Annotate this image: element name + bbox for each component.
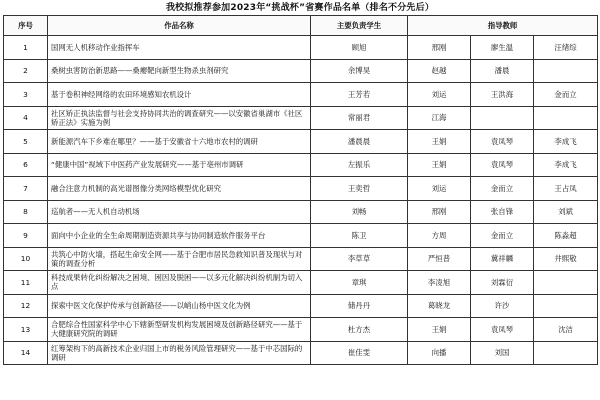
- teacher-cell: 袁凤琴: [471, 130, 534, 154]
- teacher-cell: 沈洁: [534, 318, 598, 342]
- work-cell: 面向中小企业的全生命周期制造资源共享与协同制造软件服务平台: [48, 224, 311, 248]
- work-cell: 合肥综合性国家科学中心下辖新型研发机构发展困境及创新路径研究——基于大健康研究院的调研: [48, 318, 311, 342]
- work-cell: 融合注意力机制的高光谱图像分类网络模型优化研究: [48, 177, 311, 201]
- student-cell: 章琪: [311, 271, 408, 295]
- seq-cell: 7: [4, 177, 48, 201]
- teacher-cell: 王娟: [408, 153, 471, 177]
- teacher-cell: 王洪海: [471, 83, 534, 107]
- work-cell: 探索中医文化保护传承与创新路径——以峭山杨中医文化为例: [48, 294, 311, 318]
- student-cell: 陈卫: [311, 224, 408, 248]
- teacher-cell: 王娟: [408, 130, 471, 154]
- seq-cell: 14: [4, 341, 48, 365]
- work-cell: 巡航者——无人机自动机场: [48, 200, 311, 224]
- work-cell: 社区矫正执法监督与社会支持协同共治的调查研究——以安徽省巢湖市《社区矫正法》实施为例: [48, 106, 311, 130]
- table-header-row: [4, 16, 598, 36]
- header-seq: 序号: [4, 16, 48, 36]
- student-cell: 潘晨晨: [311, 130, 408, 154]
- student-cell: 顾旭: [311, 36, 408, 60]
- teacher-cell: 金而立: [471, 177, 534, 201]
- teacher-cell: 金而立: [534, 83, 598, 107]
- table-row: [4, 177, 598, 201]
- header-student: 主要负责学生: [311, 16, 408, 36]
- teacher-cell: 刘运: [408, 83, 471, 107]
- work-cell: 红筹架构下的高新技术企业归国上市的税务风险管理研究——基于中芯国际的调研: [48, 341, 311, 365]
- seq-cell: 10: [4, 247, 48, 271]
- seq-cell: 1: [4, 36, 48, 60]
- work-cell: 基于卷积神经网络的农田环境感知农机设计: [48, 83, 311, 107]
- table-row: [4, 59, 598, 83]
- student-cell: 余博昊: [311, 59, 408, 83]
- teacher-cell: 严恒普: [408, 247, 471, 271]
- teacher-cell: 邢刚: [408, 36, 471, 60]
- student-cell: 王芳若: [311, 83, 408, 107]
- teacher-cell: 袁凤琴: [471, 153, 534, 177]
- teacher-cell: 金而立: [471, 224, 534, 248]
- student-cell: 李草草: [311, 247, 408, 271]
- table-row: [4, 200, 598, 224]
- teacher-cell: 许沙: [471, 294, 534, 318]
- seq-cell: 13: [4, 318, 48, 342]
- seq-cell: 11: [4, 271, 48, 295]
- teacher-cell: 陈淼超: [534, 224, 598, 248]
- teacher-cell: [534, 271, 598, 295]
- teacher-cell: 江海: [408, 106, 471, 130]
- student-cell: 左振乐: [311, 153, 408, 177]
- teacher-cell: 刘霖衍: [471, 271, 534, 295]
- seq-cell: 9: [4, 224, 48, 248]
- seq-cell: 5: [4, 130, 48, 154]
- teacher-cell: 张自锋: [471, 200, 534, 224]
- teacher-cell: [534, 106, 598, 130]
- teacher-cell: 汪绪综: [534, 36, 598, 60]
- teacher-cell: 王占凤: [534, 177, 598, 201]
- seq-cell: 4: [4, 106, 48, 130]
- table-row: [4, 106, 598, 130]
- teacher-cell: 井熙敬: [534, 247, 598, 271]
- table-row: [4, 130, 598, 154]
- work-cell: “健康中国”视域下中医药产业发展研究——基于亳州市调研: [48, 153, 311, 177]
- seq-cell: 2: [4, 59, 48, 83]
- teacher-cell: 向播: [408, 341, 471, 365]
- teacher-cell: [471, 106, 534, 130]
- work-cell: 桑树虫害防治新思路——桑瘿靶向新型生物杀虫剂研究: [48, 59, 311, 83]
- teacher-cell: 邢刚: [408, 200, 471, 224]
- work-cell: 新能源汽车下乡难在哪里？——基于安徽省十六地市农村的调研: [48, 130, 311, 154]
- teacher-cell: 李成飞: [534, 153, 598, 177]
- teacher-cell: 王娟: [408, 318, 471, 342]
- teacher-cell: 刘斌: [534, 200, 598, 224]
- teacher-cell: 李凌旭: [408, 271, 471, 295]
- seq-cell: 3: [4, 83, 48, 107]
- work-cell: 共筑心中防火墙，搭起生命安全网——基于合肥市居民急救知识普及现状与对策的调查分析: [48, 247, 311, 271]
- header-teachers: 指导教师: [408, 16, 598, 36]
- table-row: [4, 294, 598, 318]
- teacher-cell: 冀祥麟: [471, 247, 534, 271]
- teacher-cell: 袁凤琴: [471, 318, 534, 342]
- teacher-cell: [534, 341, 598, 365]
- teacher-cell: 刘运: [408, 177, 471, 201]
- table-row: [4, 318, 598, 342]
- seq-cell: 12: [4, 294, 48, 318]
- header-work: 作品名称: [48, 16, 311, 36]
- teacher-cell: [534, 59, 598, 83]
- student-cell: 王奕哲: [311, 177, 408, 201]
- nominee-table: [3, 15, 598, 365]
- work-cell: 国网无人机移动作业指挥车: [48, 36, 311, 60]
- work-cell: 科技成果转化纠纷解决之困境、困因及脱困——以多元化解决纠纷机制为切入点: [48, 271, 311, 295]
- table-row: [4, 224, 598, 248]
- teacher-cell: 潘晨: [471, 59, 534, 83]
- table-row: [4, 247, 598, 271]
- student-cell: 常丽君: [311, 106, 408, 130]
- teacher-cell: 刘国: [471, 341, 534, 365]
- teacher-cell: 廖生温: [471, 36, 534, 60]
- table-row: [4, 153, 598, 177]
- table-row: [4, 83, 598, 107]
- teacher-cell: [534, 294, 598, 318]
- document-title: 我校拟推荐参加2023年“挑战杯”省赛作品名单（排名不分先后）: [165, 3, 435, 13]
- teacher-cell: 赵越: [408, 59, 471, 83]
- table-row: [4, 341, 598, 365]
- seq-cell: 8: [4, 200, 48, 224]
- student-cell: 杜方杰: [311, 318, 408, 342]
- teacher-cell: 葛晓龙: [408, 294, 471, 318]
- table-row: [4, 36, 598, 60]
- teacher-cell: 李成飞: [534, 130, 598, 154]
- student-cell: 崔佳雯: [311, 341, 408, 365]
- teacher-cell: 方周: [408, 224, 471, 248]
- table-row: [4, 271, 598, 295]
- student-cell: 储丹丹: [311, 294, 408, 318]
- student-cell: 刘畅: [311, 200, 408, 224]
- seq-cell: 6: [4, 153, 48, 177]
